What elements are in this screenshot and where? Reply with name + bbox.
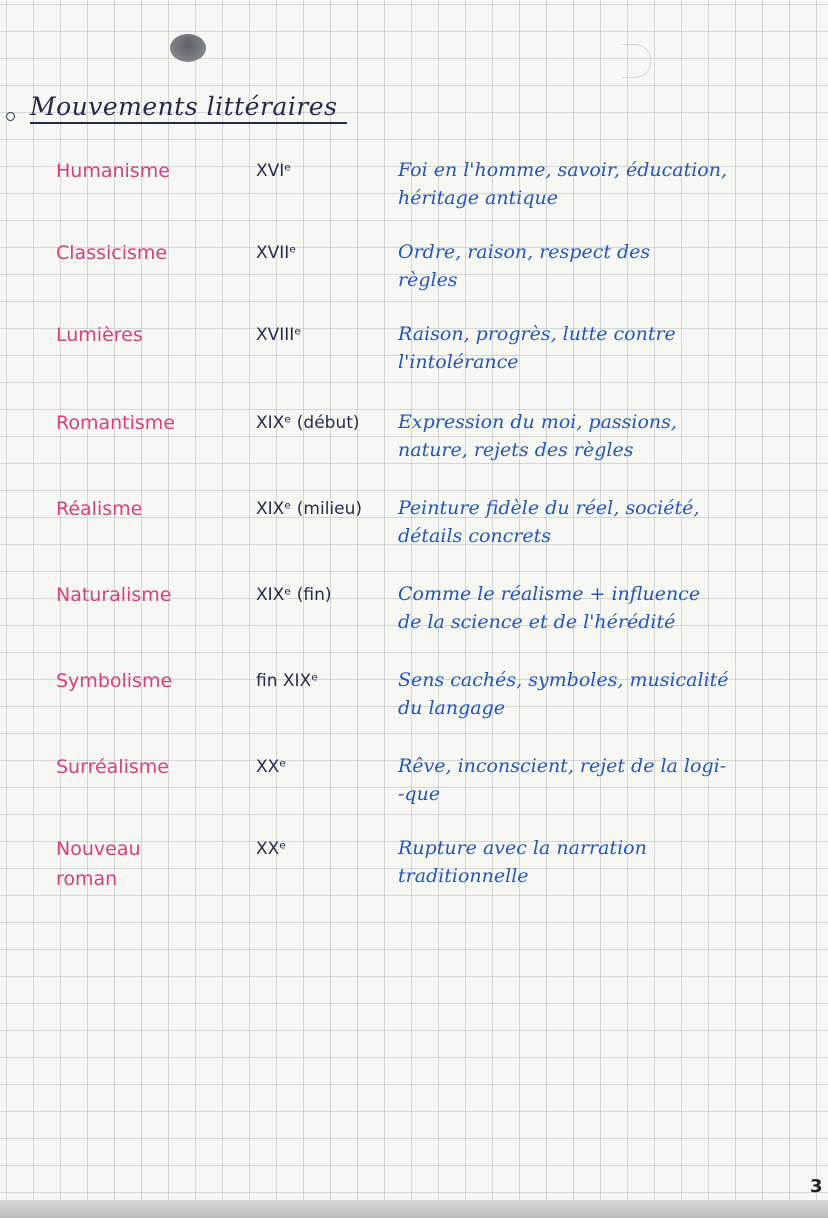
- page-bottom-edge: [0, 1200, 828, 1218]
- movement-period: XVIᵉ: [256, 161, 292, 181]
- movement-period: XXᵉ: [256, 757, 287, 777]
- movement-name: Classicisme: [56, 242, 168, 264]
- movement-period: XIXᵉ (milieu): [256, 499, 363, 519]
- table-row: [0, 316, 828, 396]
- movement-name: Surréalisme: [56, 756, 169, 778]
- movement-name: Symbolisme: [56, 670, 173, 692]
- table-row: [0, 576, 828, 656]
- movement-description: Rupture avec la narration traditionnelle: [398, 837, 647, 887]
- table-row: [0, 152, 828, 232]
- page-heading: Mouvements littéraires: [30, 92, 347, 124]
- table-row: [0, 404, 828, 484]
- movement-description: Foi en l'homme, savoir, éducation, héritage antique: [398, 159, 727, 209]
- movement-description: Sens cachés, symboles, musicalité du langage: [398, 669, 729, 719]
- movement-name: Nouveau roman: [56, 838, 141, 890]
- table-row: [0, 490, 828, 570]
- movement-name: Humanisme: [56, 160, 170, 182]
- movement-period: XXᵉ: [256, 839, 287, 859]
- table-row: [0, 234, 828, 314]
- movement-name: Réalisme: [56, 498, 143, 520]
- movement-description: Ordre, raison, respect des règles: [398, 241, 651, 291]
- movement-period: fin XIXᵉ: [256, 671, 319, 691]
- movement-description: Raison, progrès, lutte contre l'intolérance: [398, 323, 676, 373]
- page-number: 3: [810, 1176, 823, 1197]
- movement-description: Peinture fidèle du réel, société, détails concrets: [398, 497, 700, 547]
- table-row: [0, 830, 828, 910]
- movement-period: XVIIᵉ: [256, 243, 297, 263]
- movement-description: Rêve, inconscient, rejet de la logi- -que: [398, 755, 727, 805]
- movement-name: Romantisme: [56, 412, 175, 434]
- table-row: [0, 748, 828, 828]
- table-row: [0, 662, 828, 742]
- movement-period: XVIIIᵉ: [256, 325, 302, 345]
- movement-name: Lumières: [56, 324, 143, 346]
- movement-name: Naturalisme: [56, 584, 172, 606]
- movement-description: Comme le réalisme + influence de la science et de l'hérédité: [398, 583, 701, 633]
- movement-description: Expression du moi, passions, nature, rejets des règles: [398, 411, 677, 461]
- movement-period: XIXᵉ (fin): [256, 585, 332, 605]
- movement-period: XIXᵉ (début): [256, 413, 360, 433]
